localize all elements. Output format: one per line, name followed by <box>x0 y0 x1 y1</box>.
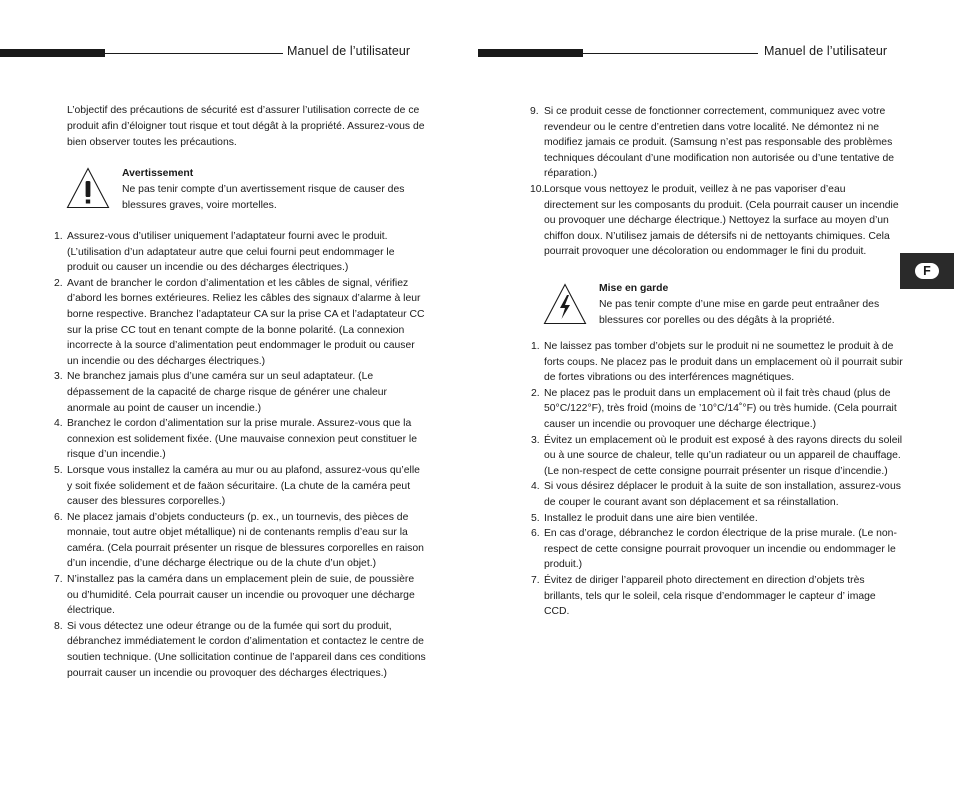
item-number: 1. <box>531 341 540 352</box>
item-text: Avant de brancher le cordon d’alimentation et les câbles de signal, vérifiez d’abord les bornes extérieures. Reliez les câbles des signaux d’alarme à leur borne respective. Branchez l’adaptateur CA sur la prise CA et l’adaptateur CC sur la prise CC tout en tenant compte de la bonne polarité. (La connexion incorrecte à la source d’alimentation peut endommager le produit ou causer un incendie ou des décharges électriques.) <box>67 277 425 367</box>
item-number: 7. <box>54 574 63 586</box>
list-item <box>531 511 903 527</box>
header-rule-thin <box>105 53 283 54</box>
item-text: Si ce produit cesse de fonctionner correctement, communiquez avec votre revendeur ou le centre d’entretien dans votre localité. Ne démontez ni ne modifiez jamais ce produit. (Samsung n’est pas responsable des problèmes techniques découlant d’une modification non autorisée ou d’une tentative de réparation.) <box>544 106 895 180</box>
item-text: Évitez de diriger l’appareil photo directement en direction d’objets très brillants, tels qur le soleil, cela risque d’endommager le capteur d’ image CCD. <box>544 574 876 618</box>
item-number: 4. <box>54 418 63 430</box>
header-rule-thin <box>583 53 758 54</box>
warning-icon <box>66 167 110 209</box>
language-tab-label: F <box>923 264 931 278</box>
item-text: Lorsque vous installez la caméra au mur ou au plafond, assurez-vous qu’elle y soit fixée solidement et de faäon sécuritaire. (La chute de la caméra peut causer des blessures corporelles.) <box>67 464 420 508</box>
list-item <box>530 104 902 182</box>
list-item <box>531 526 903 573</box>
warning-text: Ne pas tenir compte d’un avertissement risque de causer des blessures graves, voire mortelles. <box>122 184 405 212</box>
item-number: 5. <box>54 464 63 476</box>
item-number: 10. <box>530 183 545 195</box>
item-text: Évitez un emplacement où le produit est exposé à des rayons directs du soleil ou à une source de chaleur, telle qu’un radiateur ou un appareil de chauffage. (Le non-respect de cette consigne pourrait présenter un risque d’incendie.) <box>544 434 903 477</box>
item-text: Ne laissez pas tomber d’objets sur le produit ni ne soumettez le produit à de forts coups. Ne placez pas le produit dans un emplacement où il pourrait subir de fortes vibrations ou des interférences magnétiques. <box>544 341 903 384</box>
item-text: En cas d’orage, débranchez le cordon électrique de la prise murale. (Le non-respect de cette consigne pourrait provoquer un incendie ou endommager le produit.) <box>544 528 897 571</box>
list-item <box>54 276 426 370</box>
item-text: Lorsque vous nettoyez le produit, veillez à ne pas vaporiser d’eau directement sur les composants du produit. (Cela pourrait causer un incendie ou provoquer une décharge électrique.) Nettoyez la surface au moyen d’un chiffon doux. N’utilisez jamais de détersifs ni de nettoyants chimiques. Cela pourrait provoquer une décoloration ou endommager le fini du produit. <box>544 183 899 258</box>
caution-text: Ne pas tenir compte d’une mise en garde peut entraâner des blessures cor porelles ou des dégâts à la propriété. <box>599 299 880 327</box>
item-number: 4. <box>531 481 540 493</box>
item-text: Ne placez jamais d’objets conducteurs (p. ex., un tournevis, des pièces de monnaie, tout autre objet métallique) ni de contenants remplis d’eau sur la caméra. (Cela pourrait présenter un risque de blessures corporelles en raison d’un incendie, d’une décharge électrique ou de la chute d’un objet.) <box>67 511 424 570</box>
item-number: 6. <box>54 511 63 523</box>
page-header <box>0 44 430 60</box>
item-text: Assurez-vous d’utiliser uniquement l’adaptateur fourni avec le produit. (L’utilisation d’un adaptateur autre que celui fourni peut endommager le produit ou causer un incendie ou des décharges électriques.) <box>67 231 395 274</box>
list-item <box>54 572 426 619</box>
item-number: 3. <box>54 371 63 383</box>
item-text: Si vous détectez une odeur étrange ou de la fumée qui sort du produit, débranchez immédiatement le cordon d’alimentation et contactez le centre de soutien technique. (Une sollicitation continue de l’appareil dans ces conditions pourrait causer un incendie ou provoquer des décharges électriques.) <box>67 620 426 679</box>
item-number: 2. <box>54 277 63 289</box>
warning-notice <box>122 166 462 215</box>
item-number: 2. <box>531 387 540 399</box>
item-text: Ne branchez jamais plus d’une caméra sur un seul adaptateur. (Le dépassement de la capacité de charge risque de générer une chaleur anormale au point de causer un incendie.) <box>67 371 388 414</box>
caution-list <box>531 339 903 620</box>
list-item <box>531 573 903 620</box>
item-number: 6. <box>531 528 540 540</box>
item-number: 5. <box>531 512 540 524</box>
header-rule-thick <box>0 49 105 57</box>
header-title: Manuel de l’utilisateur <box>287 44 411 58</box>
caution-notice <box>599 281 939 330</box>
list-item <box>54 510 426 572</box>
page-header <box>477 44 907 60</box>
precaution-list-continued <box>530 104 902 260</box>
language-tab-french <box>900 253 954 289</box>
item-text: Ne placez pas le produit dans un emplacement où il fait très chaud (plus de 50°C/122°F), très froid (moins de ’10°C/14˚°F) ou très humide. (Cela pourrait causer un incendie ou provoquer une décharge électrique.) <box>544 387 897 430</box>
intro-paragraph: L’objectif des précautions de sécurité est d’assurer l’utilisation correcte de ce produit afin d’éloigner tout risque et tout dégât à la propriété. Assurez-vous de bien observer toutes les précautions. <box>67 105 425 149</box>
list-item <box>54 416 426 463</box>
header-title: Manuel de l’utilisateur <box>764 44 888 58</box>
item-number: 3. <box>531 434 540 446</box>
item-text: Installez le produit dans une aire bien ventilée. <box>544 512 758 524</box>
item-text: Branchez le cordon d’alimentation sur la prise murale. Assurez-vous que la connexion est solidement fixée. (Une mauvaise connexion peut constituer le risque d’un incendie.) <box>67 418 418 461</box>
warning-title: Avertissement <box>122 168 194 179</box>
precaution-list <box>54 229 426 681</box>
item-text: N’installez pas la caméra dans un emplacement plein de suie, de poussière ou d’humidité. Cela pourrait causer un incendie ou provoquer une décharge électrique. <box>67 574 415 617</box>
list-item <box>54 369 426 416</box>
list-item <box>54 619 426 681</box>
list-item <box>531 339 903 386</box>
item-number: 7. <box>531 574 540 586</box>
list-item <box>54 229 426 276</box>
caution-title: Mise en garde <box>599 283 669 294</box>
list-item <box>531 433 903 480</box>
list-item <box>531 479 903 510</box>
item-number: 1. <box>54 231 63 242</box>
list-item <box>531 386 903 433</box>
list-item <box>530 182 902 260</box>
item-number: 9. <box>530 106 539 117</box>
header-rule-thick <box>478 49 583 57</box>
right-page <box>477 0 954 795</box>
list-item <box>54 463 426 510</box>
electrical-hazard-icon <box>543 283 587 325</box>
item-text: Si vous désirez déplacer le produit à la suite de son installation, assurez-vous de couper le courant avant son déplacement et sa réinstallation. <box>544 481 901 508</box>
item-number: 8. <box>54 620 63 632</box>
language-tab-badge <box>915 263 939 279</box>
